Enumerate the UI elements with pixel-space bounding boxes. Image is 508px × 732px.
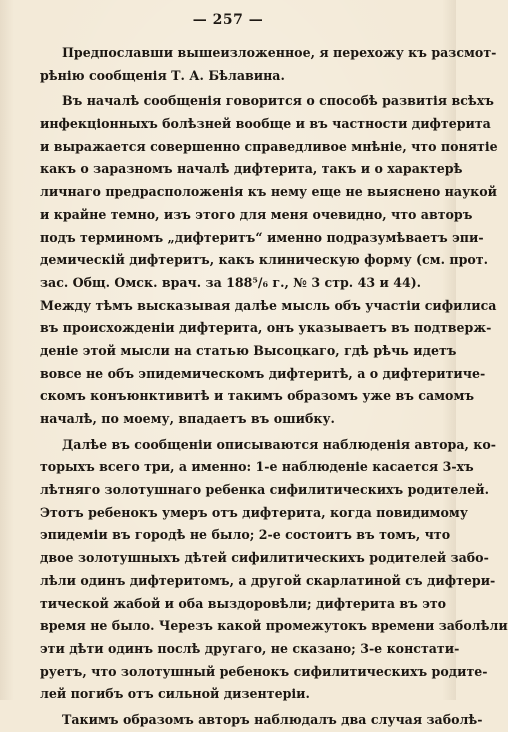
text-line: лѣли одинъ дифтеритомъ, а другой скарлатиной съ дифтери-: [40, 572, 496, 588]
text-line: Между тѣмъ высказывая далѣе мысль объ участіи сифилиса: [40, 297, 497, 313]
page-number: — 257 —: [192, 12, 264, 28]
text-line: началѣ, по моему, впадаетъ въ ошибку.: [40, 411, 335, 426]
text-line: демическій дифтеритъ, какъ клиническую форму (см. прот.: [40, 252, 488, 268]
text-line: какъ о заразномъ началѣ дифтерита, такъ и о характерѣ: [40, 161, 463, 177]
text-line: торыхъ всего три, а именно: 1-е наблюденіе касается 3-хъ: [40, 459, 474, 475]
text-line: руетъ, что золотушный ребенокъ сифилитическихъ родите-: [40, 663, 488, 679]
text-line: подъ терминомъ „дифтеритъ“ именно подразумѣваетъ эпи-: [40, 229, 484, 245]
paragraph-3: [40, 434, 508, 706]
text-line: время не было. Черезъ какой промежутокъ времени заболѣли: [40, 618, 508, 634]
paragraph-4: [40, 709, 483, 732]
text-line: Предпославши вышеизложенное, я перехожу къ разсмот-: [62, 45, 497, 60]
paragraph-1: [40, 42, 497, 87]
text-line: скомъ конъюнктивитѣ и такимъ образомъ уже въ самомъ: [40, 388, 475, 404]
text-line: лей погибъ отъ сильной дизентеріи.: [40, 686, 310, 702]
text-line: лѣтняго золотушнаго ребенка сифилитическихъ родителей.: [40, 482, 489, 498]
text-line: рѣнію сообщенія Т. А. Бѣлавина.: [40, 67, 285, 83]
text-line: тической жабой и оба выздоровѣли; дифтерита въ это: [40, 595, 447, 611]
text-line: деніе этой мысли на статью Высоцкаго, гдѣ рѣчь идетъ: [40, 342, 457, 358]
text-line: инфекціонныхъ болѣзней вообще и въ частности дифтерита: [40, 116, 491, 132]
text-line: личнаго предрасположенія къ нему еще не выяснено наукой: [40, 184, 497, 200]
text-line: зас. Общ. Омск. врач. за 188⁵/₆ г., № 3 стр. 43 и 44).: [40, 274, 422, 290]
text-line: Такимъ образомъ авторъ наблюдалъ два случая заболѣ-: [62, 711, 483, 727]
text-line: Далѣе въ сообщеніи описываются наблюденія автора, ко-: [62, 436, 496, 452]
body-text: [40, 42, 508, 732]
text-line: въ происхожденіи дифтерита, онъ указываетъ въ подтверж-: [40, 320, 492, 336]
text-line: вовсе не объ эпидемическомъ дифтеритѣ, а о дифтеритиче-: [40, 365, 486, 381]
text-line: двое золотушныхъ дѣтей сифилитическихъ родителей забо-: [40, 550, 489, 566]
text-line: Этотъ ребенокъ умеръ отъ дифтерита, когда повидимому: [40, 504, 468, 520]
text-line: и крайне темно, изъ этого для меня очевидно, что авторъ: [40, 206, 473, 222]
text-line: Въ началѣ сообщенія говорится о способѣ развитія всѣхъ: [62, 93, 494, 109]
text-line: и выражается совершенно справедливое мнѣніе, что понятіе: [40, 138, 498, 154]
text-line: эти дѣти одинъ послѣ другаго, не сказано; 3-е констати-: [40, 640, 460, 656]
text-line: эпидеміи въ городѣ не было; 2-е состоитъ въ томъ, что: [40, 527, 451, 543]
paragraph-2: [40, 90, 498, 430]
